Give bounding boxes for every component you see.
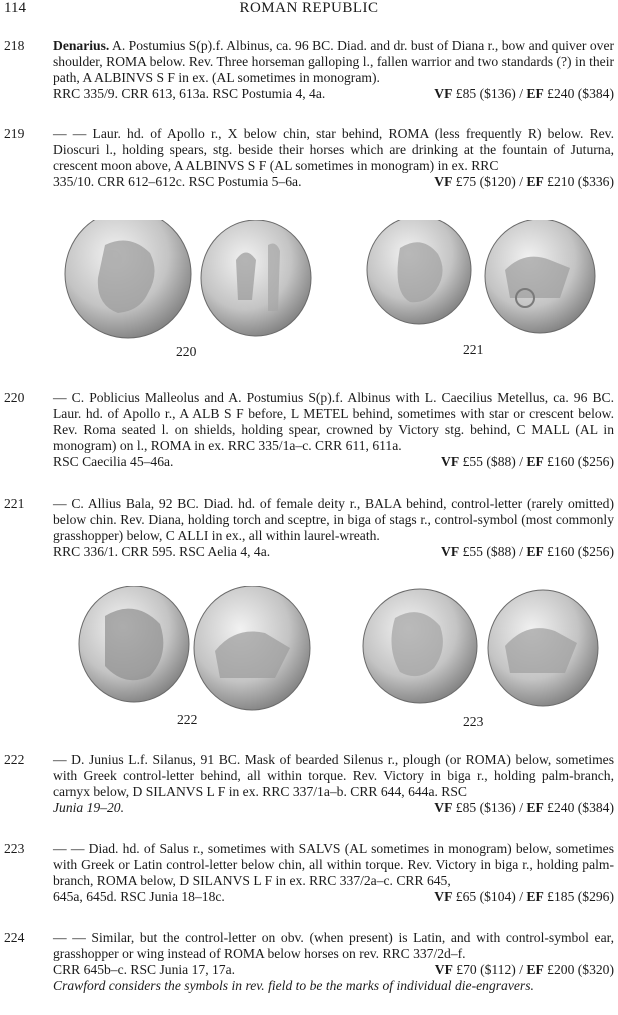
entry-valuation: VF £65 ($104) / EF £185 ($296) [434,889,614,904]
entry-number: 220 [4,390,25,405]
entry-ref-line [53,962,614,978]
entry-note: Crawford considers the symbols in rev. field to be the marks of individual die-engravers. [53,978,534,993]
entry-references: RSC Caecilia 45–46a. [53,454,174,469]
entry-text: A. Postumius S(p).f. Albinus, ca. 96 BC. Diad. and dr. bust of Diana r., bow and quiver over shoulder, ROMA below. Rev. Three horseman galloping l., fallen warrior and two standards (?) in their path, A ALBINVS S F in ex. (AL sometimes in monogram). [53,38,615,85]
catalogue-entry [4,752,614,816]
catalogue-entry [4,38,614,102]
entry-text: — C. Allius Bala, 92 BC. Diad. hd. of female deity r., BALA behind, control-letter (rarely omitted) below chin. Rev. Diana, holding torch and sceptre, in biga of stags r., control-symbol (most commonly grasshopper) below, C ALLI in ex., all within laurel-wreath. [53,496,614,543]
entry-ref-line [53,454,614,470]
coin-photos [0,586,618,734]
entry-references: CRR 645b–c. RSC Junia 17, 17a. [53,962,236,977]
plate-caption: 220 [176,344,197,359]
coin-plate [0,220,618,370]
entry-ref-line [53,800,614,816]
entry-number: 223 [4,841,25,856]
coin-photos [0,220,618,370]
entry-description [53,38,614,86]
entry-ref-line [53,86,614,102]
entry-valuation: VF £55 ($88) / EF £160 ($256) [441,544,614,559]
entry-valuation: VF £85 ($136) / EF £240 ($384) [434,86,614,101]
entry-valuation: VF £75 ($120) / EF £210 ($336) [434,174,614,189]
entry-number: 224 [4,930,25,945]
coin-220-reverse [201,220,311,336]
entry-references: RRC 335/9. CRR 613, 613a. RSC Postumia 4, 4a. [53,86,326,101]
catalogue-entry [4,496,614,560]
coin-222-reverse [194,586,310,710]
plate-caption: 221 [463,342,484,357]
coin-223-obverse [363,589,477,703]
page-number: 114 [4,0,26,16]
entry-text: — C. Poblicius Malleolus and A. Postumius S(p).f. Albinus with L. Caecilius Metellus, ca. 96 BC. Laur. hd. of Apollo r., A ALB S F before, L METEL behind, sometimes with star or crescent below. Rev. Roma seated l. on shields, holding spear, crowned by Victory stg. behind, C MALL (AL in monogram) on l., ROMA in ex. RRC 335/1a–c. CRR 611, 611a. [53,390,614,453]
coin-223-reverse [488,590,598,706]
catalogue-entry [4,126,614,190]
entry-text: — — Diad. hd. of Salus r., sometimes with SALVS (AL sometimes in monogram) below, sometimes with Greek or Latin control-letter below chin, all within torque. Rev. Victory in biga r., holding palm-branch, ROMA below, D SILANVS L F in ex. RRC 337/2a–c. CRR 645, [53,841,614,888]
catalogue-entry [4,841,614,905]
coin-220-obverse [65,220,191,338]
entry-references: 335/10. CRR 612–612c. RSC Postumia 5–6a. [53,174,302,189]
entry-references: Junia 19–20. [53,800,124,815]
entry-valuation: VF £85 ($136) / EF £240 ($384) [434,800,614,815]
entry-ref-line [53,544,614,560]
entry-text: — — Similar, but the control-letter on obv. (when present) is Latin, and with control-symbol ear, grasshopper or wing instead of ROMA below horses on rev. RRC 337/2d–f. [53,930,614,961]
entry-ref-line [53,889,614,905]
entry-number: 219 [4,126,25,141]
coin-221-reverse [485,220,595,333]
entry-valuation: VF £55 ($88) / EF £160 ($256) [441,454,614,469]
coin-222-obverse [79,586,189,702]
entry-text: — — Laur. hd. of Apollo r., X below chin, star behind, ROMA (less frequently R) below. Rev. Dioscuri l., holding spears, stg. beside their horses which are drinking at the fountain of Juturna, crescent moon above, A ALBINVS S F (AL sometimes in monogram) in ex. RRC [53,126,614,173]
running-head: ROMAN REPUBLIC [239,0,379,16]
coin-plate [0,586,618,734]
entry-text: — D. Junius L.f. Silanus, 91 BC. Mask of bearded Silenus r., plough (or ROMA) below, sometimes with Greek control-letter behind, all within torque. Rev. Victory in biga r., holding palm-branch, carnyx below, D SILANVS L F in ex. RRC 337/1a–b. CRR 644, 644a. RSC [53,752,614,799]
entry-number: 218 [4,38,25,53]
entry-references: RRC 336/1. CRR 595. RSC Aelia 4, 4a. [53,544,271,559]
coin-221-obverse [367,220,471,324]
plate-caption: 222 [177,712,198,727]
catalogue-entry [4,930,614,994]
entry-valuation: VF £70 ($112) / EF £200 ($320) [434,962,614,977]
entry-number: 222 [4,752,25,767]
plate-caption: 223 [463,714,484,729]
entry-heading: Denarius. [53,38,110,53]
catalogue-entry [4,390,614,470]
entry-ref-line [53,174,614,190]
entry-number: 221 [4,496,25,511]
entry-references: 645a, 645d. RSC Junia 18–18c. [53,889,225,904]
